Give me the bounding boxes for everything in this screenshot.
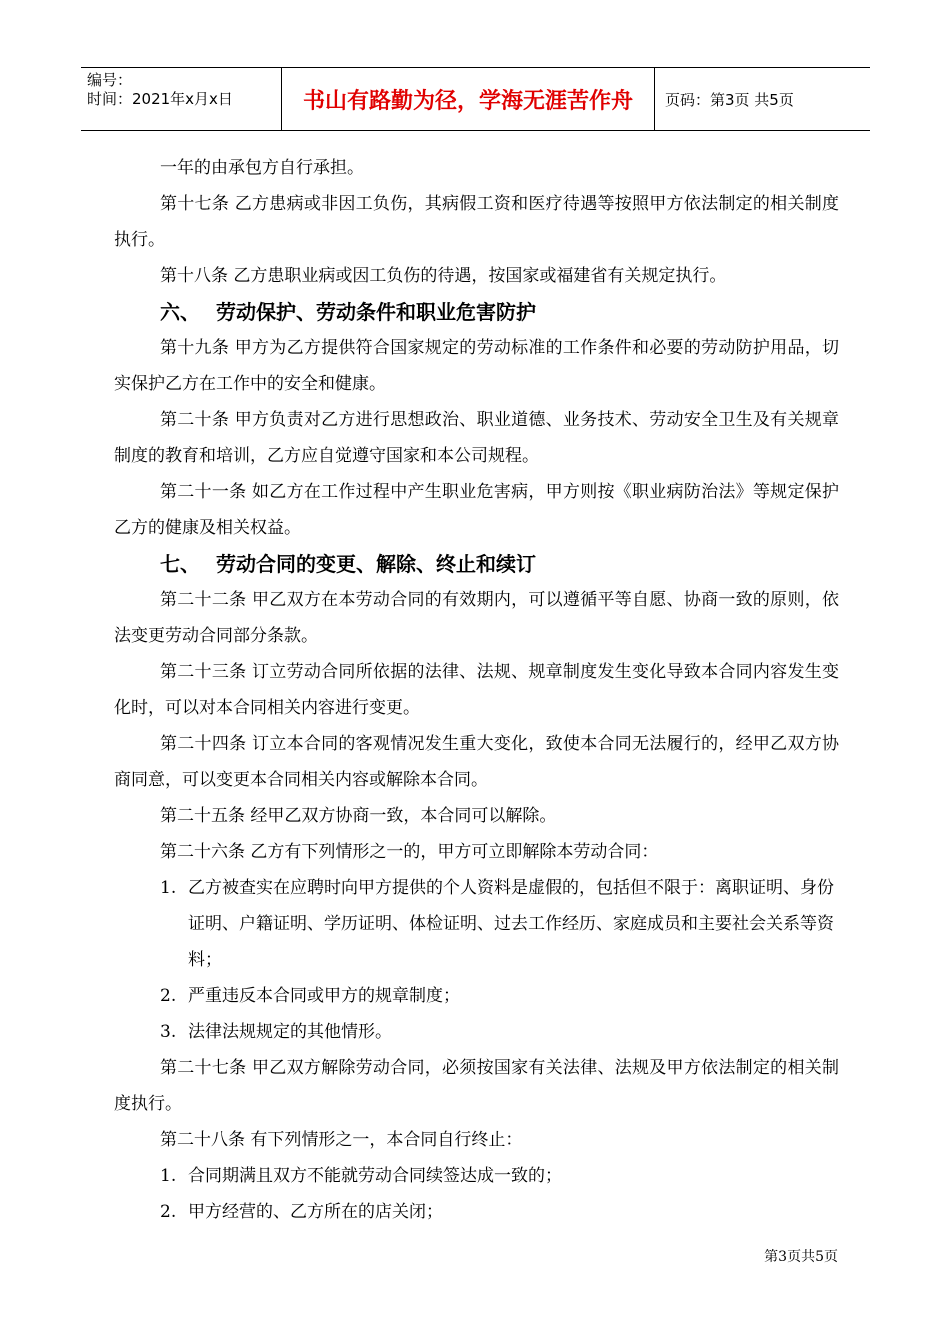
list-text: 合同期满且双方不能就劳动合同续签达成一致的； bbox=[188, 1166, 562, 1186]
section-title: 劳动合同的变更、解除、终止和续订 bbox=[216, 552, 536, 576]
list-text: 乙方被查实在应聘时向甲方提供的个人资料是虚假的，包括但不限于：离职证明、身份证明、户籍证明、学历证明、体检证明、过去工作经历、家庭成员和主要社会关系等资料； bbox=[188, 878, 834, 970]
article-26: 第二十六条 乙方有下列情形之一的，甲方可立即解除本劳动合同： bbox=[160, 842, 659, 862]
list-item bbox=[114, 978, 839, 1014]
section-number: 七、 bbox=[160, 552, 200, 576]
article-20: 第二十条 甲方负责对乙方进行思想政治、职业道德、业务技术、劳动安全卫生及有关规章制度的教育和培训，乙方应自觉遵守国家和本公司规程。 bbox=[114, 410, 839, 466]
section-number: 六、 bbox=[160, 300, 200, 324]
article-25: 第二十五条 经甲乙双方协商一致，本合同可以解除。 bbox=[160, 806, 557, 826]
article-23: 第二十三条 订立劳动合同所依据的法律、法规、规章制度发生变化导致本合同内容发生变化时，可以对本合同相关内容进行变更。 bbox=[114, 662, 839, 718]
article-28: 第二十八条 有下列情形之一，本合同自行终止： bbox=[160, 1130, 523, 1150]
section-heading-7 bbox=[114, 546, 839, 582]
list-text: 严重违反本合同或甲方的规章制度； bbox=[188, 986, 460, 1006]
article-18: 第十八条 乙方患职业病或因工负伤的待遇，按国家或福建省有关规定执行。 bbox=[160, 266, 727, 286]
date-label: 时间：2021年x月x日 bbox=[87, 90, 233, 108]
paragraph: 一年的由承包方自行承担。 bbox=[160, 158, 364, 178]
article-27: 第二十七条 甲乙双方解除劳动合同，必须按国家有关法律、法规及甲方依法制定的相关制度执行。 bbox=[114, 1058, 839, 1114]
list-text: 甲方经营的、乙方所在的店关闭； bbox=[188, 1202, 443, 1222]
article-19: 第十九条 甲方为乙方提供符合国家规定的劳动标准的工作条件和必要的劳动防护用品，切实保护乙方在工作中的安全和健康。 bbox=[114, 338, 839, 394]
section-title: 劳动保护、劳动条件和职业危害防护 bbox=[216, 300, 536, 324]
list-number: 3. bbox=[160, 1022, 177, 1042]
header-page-number: 页码：第3页 共5页 bbox=[665, 90, 794, 109]
header-meta bbox=[81, 68, 281, 130]
serial-label: 编号： bbox=[87, 71, 133, 89]
section-heading-6 bbox=[114, 294, 839, 330]
list-text: 法律法规规定的其他情形。 bbox=[188, 1022, 392, 1042]
list-number: 1. bbox=[160, 878, 177, 898]
article-21: 第二十一条 如乙方在工作过程中产生职业危害病，甲方则按《职业病防治法》等规定保护乙方的健康及相关权益。 bbox=[114, 482, 839, 538]
list-item bbox=[114, 1158, 839, 1194]
article-24: 第二十四条 订立本合同的客观情况发生重大变化，致使本合同无法履行的，经甲乙双方协商同意，可以变更本合同相关内容或解除本合同。 bbox=[114, 734, 839, 790]
list-number: 2. bbox=[160, 986, 177, 1006]
list-item bbox=[114, 1014, 839, 1050]
list-item bbox=[114, 870, 839, 978]
page-header bbox=[81, 67, 870, 131]
list-number: 1. bbox=[160, 1166, 177, 1186]
article-22: 第二十二条 甲乙双方在本劳动合同的有效期内，可以遵循平等自愿、协商一致的原则，依法变更劳动合同部分条款。 bbox=[114, 590, 839, 646]
list-item bbox=[114, 1194, 839, 1230]
page-footer: 第3页共5页 bbox=[764, 1249, 838, 1265]
document-body bbox=[114, 150, 839, 1230]
list-number: 2. bbox=[160, 1202, 177, 1222]
article-17: 第十七条 乙方患病或非因工负伤，其病假工资和医疗待遇等按照甲方依法制定的相关制度执行。 bbox=[114, 194, 839, 250]
header-motto: 书山有路勤为径，学海无涯苦作舟 bbox=[281, 68, 655, 130]
